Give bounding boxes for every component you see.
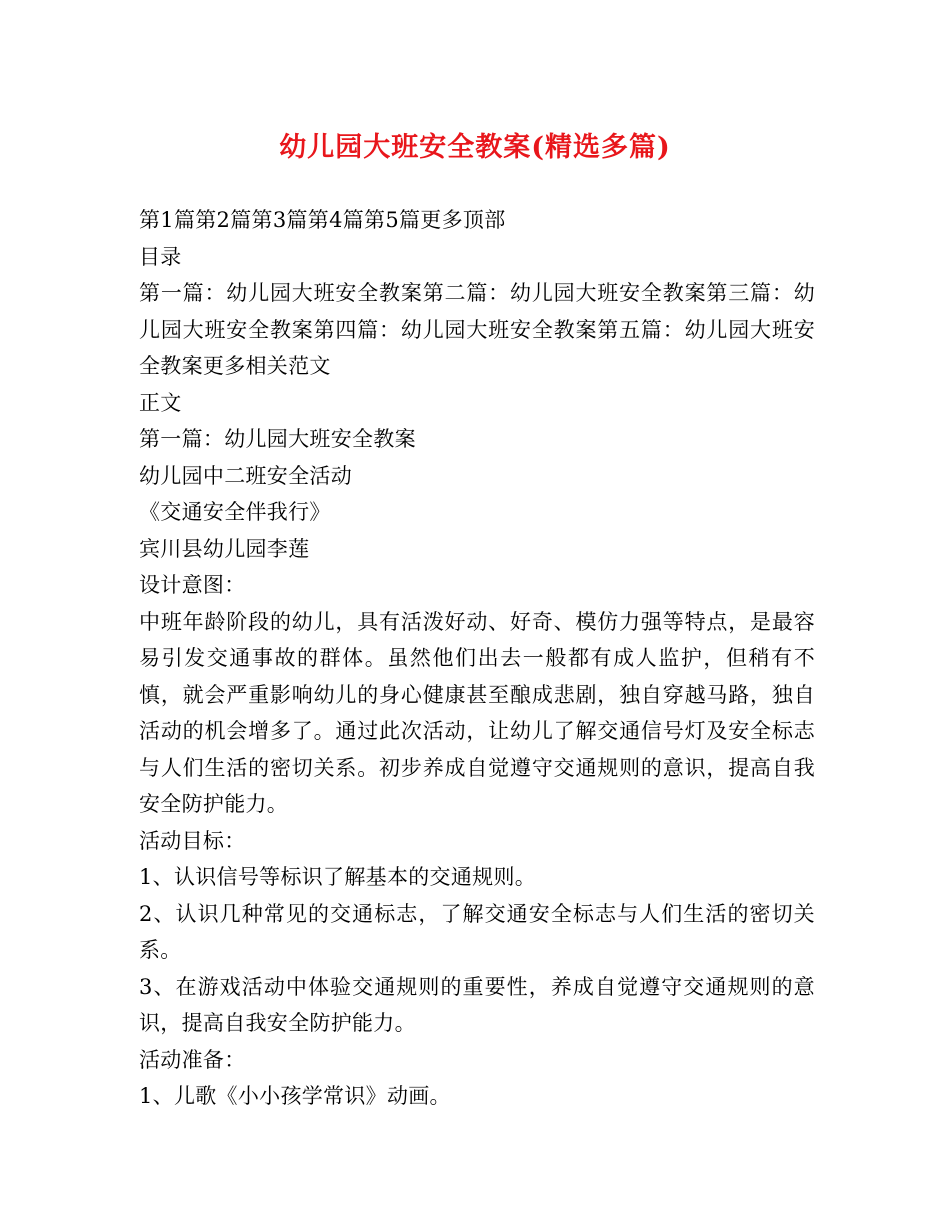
chapter-title: 第一篇：幼儿园大班安全教案: [139, 427, 416, 451]
section-nav-line: 第1篇第2篇第3篇第4篇第5篇更多顶部: [139, 208, 506, 232]
document-title: 幼儿园大班安全教案(精选多篇): [279, 132, 671, 163]
preparation-item-1: 1、儿歌《小小孩学常识》动画。: [139, 1084, 451, 1108]
toc-entries: 第一篇：幼儿园大班安全教案第二篇：幼儿园大班安全教案第三篇：幼儿园大班安全教案第四篇：幼儿园大班安全教案第五篇：幼儿园大班安全教案更多相关范文: [139, 281, 815, 378]
goal-item-2: 2、认识几种常见的交通标志，了解交通安全标志与人们生活的密切关系。: [139, 901, 815, 962]
preparation-heading: 活动准备：: [139, 1047, 246, 1072]
goal-item-3: 3、在游戏活动中体验交通规则的重要性，养成自觉遵守交通规则的意识，提高自我安全防护能力。: [139, 974, 815, 1035]
design-intent-heading: 设计意图：: [139, 573, 246, 597]
document-body: [139, 202, 815, 1115]
goal-item-1: 1、认识信号等标识了解基本的交通规则。: [139, 865, 537, 889]
author-line: 宾川县幼儿园李莲: [139, 536, 310, 561]
design-intent-paragraph: 中班年龄阶段的幼儿，具有活泼好动、好奇、模仿力强等特点，是最容易引发交通事故的群体。虽然他们出去一般都有成人监护，但稍有不慎，就会严重影响幼儿的身心健康甚至酿成悲剧，独自穿越马路，独自活动的机会增多了。通过此次活动，让幼儿了解交通信号灯及安全标志与人们生活的密切关系。初步养成自觉遵守交通规则的意识，提高自我安全防护能力。: [139, 609, 815, 816]
activity-name: 《交通安全伴我行》: [139, 500, 331, 524]
toc-heading: 目录: [139, 244, 182, 269]
activity-class: 幼儿园中二班安全活动: [139, 463, 352, 488]
body-heading: 正文: [139, 390, 182, 415]
goals-heading: 活动目标：: [139, 828, 246, 853]
